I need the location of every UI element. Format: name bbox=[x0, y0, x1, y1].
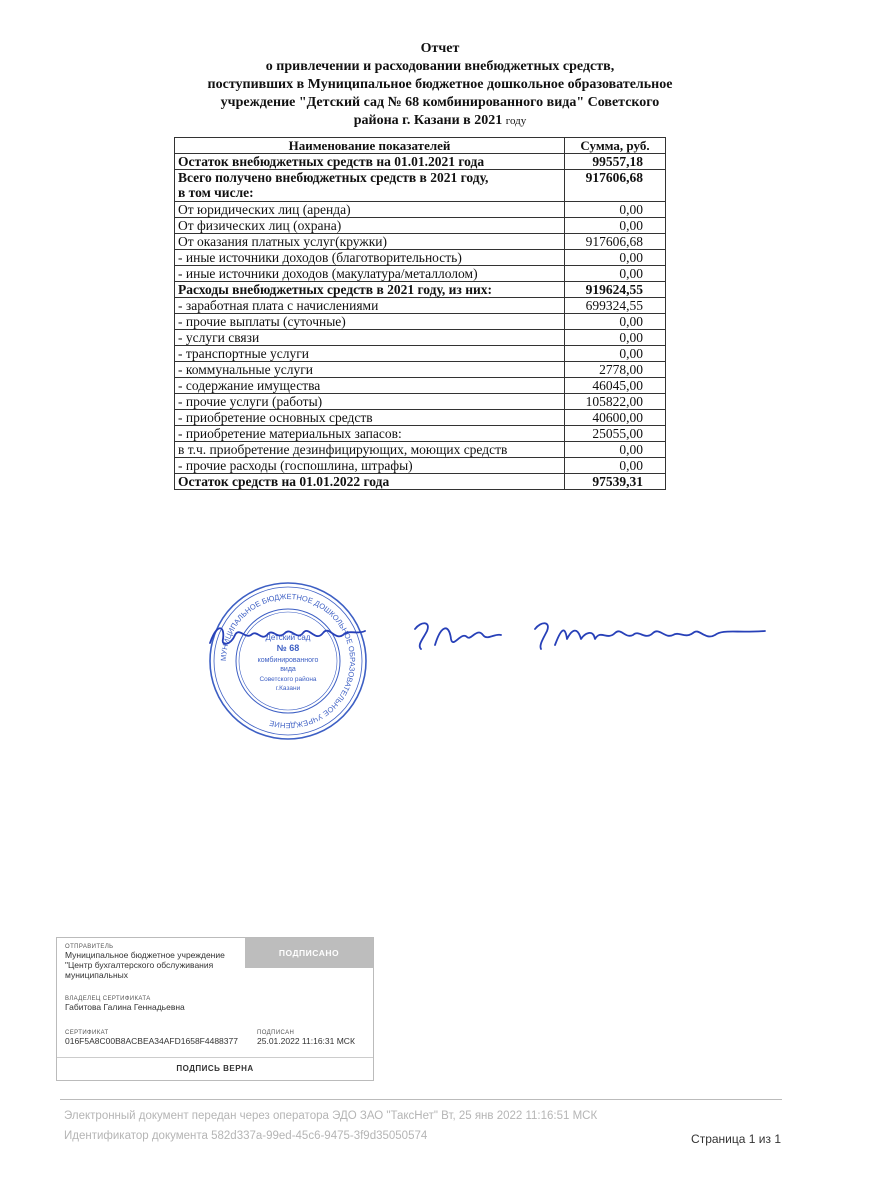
stamp-line: вида bbox=[280, 666, 296, 673]
row-value: 2778,00 bbox=[565, 362, 666, 378]
row-value: 0,00 bbox=[565, 458, 666, 474]
table-row bbox=[175, 218, 666, 234]
signed-date-label: ПОДПИСАН bbox=[257, 1030, 295, 1036]
stamp-line: Советского района bbox=[259, 676, 317, 683]
stamp-ring-textpath: МУНИЦИПАЛЬНОЕ БЮДЖЕТНОЕ ДОШКОЛЬНОЕ ОБРАЗОВАТЕЛЬНОЕ УЧРЕЖДЕНИЕ bbox=[218, 591, 358, 731]
stamp-line: комбинированного bbox=[257, 657, 319, 664]
footer-divider bbox=[60, 1099, 782, 1100]
row-value: 917606,68 bbox=[565, 170, 666, 202]
document-identifier: Идентификатор документа 582d337a-99ed-45c6-9475-3f9d35050574 bbox=[64, 1130, 428, 1142]
row-label: - транспортные услуги bbox=[175, 346, 565, 362]
table-row bbox=[175, 442, 666, 458]
document-title bbox=[170, 40, 710, 130]
row-label: Расходы внебюджетных средств в 2021 году, из них: bbox=[175, 282, 565, 298]
table-row bbox=[175, 250, 666, 266]
row-label: - приобретение основных средств bbox=[175, 410, 565, 426]
certificate-block bbox=[65, 1030, 247, 1046]
row-value: 99557,18 bbox=[565, 154, 666, 170]
title-line-4: учреждение "Детский сад № 68 комбинированного вида" Советского bbox=[220, 95, 660, 110]
row-label: в т.ч. приобретение дезинфицирующих, моющих средств bbox=[175, 442, 565, 458]
signed-badge: ПОДПИСАНО bbox=[245, 938, 373, 968]
row-value: 917606,68 bbox=[565, 234, 666, 250]
header-name: Наименование показателей bbox=[175, 138, 565, 154]
row-label: - заработная плата с начислениями bbox=[175, 298, 565, 314]
title-line-5-suffix: году bbox=[505, 115, 527, 127]
title-line-5-main: района г. Казани в 2021 bbox=[353, 113, 503, 128]
row-label: От юридических лиц (аренда) bbox=[175, 202, 565, 218]
certificate-id: 016F5A8C00B8ACBEA34AFD1658F4488377 bbox=[65, 1036, 238, 1046]
table-row bbox=[175, 474, 666, 490]
table-row bbox=[175, 346, 666, 362]
table-row bbox=[175, 362, 666, 378]
row-label: - приобретение материальных запасов: bbox=[175, 426, 565, 442]
row-label: От оказания платных услуг(кружки) bbox=[175, 234, 565, 250]
signature-verified: ПОДПИСЬ ВЕРНА bbox=[57, 1057, 373, 1080]
row-value: 46045,00 bbox=[565, 378, 666, 394]
table-row bbox=[175, 394, 666, 410]
header-sum: Сумма, руб. bbox=[565, 138, 666, 154]
page-number: Страница 1 из 1 bbox=[691, 1132, 781, 1146]
row-label: От физических лиц (охрана) bbox=[175, 218, 565, 234]
report-table bbox=[174, 137, 666, 490]
sender-label: ОТПРАВИТЕЛЬ bbox=[65, 944, 114, 950]
owner-label: ВЛАДЕЛЕЦ СЕРТИФИКАТА bbox=[65, 996, 151, 1002]
row-value: 0,00 bbox=[565, 314, 666, 330]
row-value: 0,00 bbox=[565, 330, 666, 346]
row-label: - услуги связи bbox=[175, 330, 565, 346]
signature-stroke bbox=[535, 623, 765, 649]
table-row bbox=[175, 282, 666, 298]
row-label-line-2: в том числе: bbox=[178, 185, 254, 200]
row-label: - прочие услуги (работы) bbox=[175, 394, 565, 410]
title-line-1: Отчет bbox=[420, 41, 460, 56]
row-label: - прочие выплаты (суточные) bbox=[175, 314, 565, 330]
row-value: 0,00 bbox=[565, 218, 666, 234]
signed-date-block bbox=[257, 1030, 367, 1046]
row-value: 0,00 bbox=[565, 250, 666, 266]
row-label: - прочие расходы (госпошлина, штрафы) bbox=[175, 458, 565, 474]
table-row bbox=[175, 378, 666, 394]
row-value: 0,00 bbox=[565, 266, 666, 282]
stamp-line: № 68 bbox=[276, 643, 300, 653]
row-value: 25055,00 bbox=[565, 426, 666, 442]
table-row bbox=[175, 170, 666, 202]
signature-stroke bbox=[415, 623, 501, 649]
row-label bbox=[175, 170, 565, 202]
sender-name: Муниципальное бюджетное учреждение "Центр бухгалтерского обслуживания муниципальных bbox=[65, 950, 225, 980]
table-row bbox=[175, 154, 666, 170]
electronic-signature-box bbox=[56, 937, 374, 1081]
table-row bbox=[175, 202, 666, 218]
title-line-3: поступивших в Муниципальное бюджетное дошкольное образовательное bbox=[207, 77, 673, 92]
handwritten-signature bbox=[205, 605, 785, 665]
row-label-line-1: Всего получено внебюджетных средств в 2021 году, bbox=[178, 170, 489, 185]
table-row bbox=[175, 410, 666, 426]
table-row bbox=[175, 298, 666, 314]
owner-name: Габитова Галина Геннадьевна bbox=[65, 1002, 185, 1012]
row-value: 0,00 bbox=[565, 202, 666, 218]
table-header-row bbox=[175, 138, 666, 154]
table-row bbox=[175, 330, 666, 346]
row-value: 40600,00 bbox=[565, 410, 666, 426]
signed-date: 25.01.2022 11:16:31 МСК bbox=[257, 1036, 355, 1046]
row-value: 699324,55 bbox=[565, 298, 666, 314]
row-label: - коммунальные услуги bbox=[175, 362, 565, 378]
table-row bbox=[175, 314, 666, 330]
signature-stroke bbox=[210, 628, 365, 644]
owner-block bbox=[65, 996, 365, 1012]
row-label: - иные источники доходов (макулатура/металлолом) bbox=[175, 266, 565, 282]
title-line-2: о привлечении и расходовании внебюджетных средств, bbox=[265, 59, 615, 74]
title-line-5 bbox=[170, 112, 710, 130]
stamp-line: г.Казани bbox=[275, 685, 301, 692]
row-value: 0,00 bbox=[565, 346, 666, 362]
row-value: 97539,31 bbox=[565, 474, 666, 490]
row-label: Остаток средств на 01.01.2022 года bbox=[175, 474, 565, 490]
table-row bbox=[175, 458, 666, 474]
sender-block bbox=[65, 944, 245, 980]
row-label: Остаток внебюджетных средств на 01.01.2021 года bbox=[175, 154, 565, 170]
stamp-line: Детский сад bbox=[265, 633, 311, 642]
table-row bbox=[175, 234, 666, 250]
row-label: - иные источники доходов (благотворительность) bbox=[175, 250, 565, 266]
row-label: - содержание имущества bbox=[175, 378, 565, 394]
table-row bbox=[175, 266, 666, 282]
edo-transfer-note: Электронный документ передан через оператора ЭДО ЗАО "ТаксНет" Вт, 25 янв 2022 11:16:51 МСК bbox=[64, 1110, 598, 1122]
row-value: 105822,00 bbox=[565, 394, 666, 410]
row-value: 919624,55 bbox=[565, 282, 666, 298]
row-value: 0,00 bbox=[565, 442, 666, 458]
table-row bbox=[175, 426, 666, 442]
certificate-label: СЕРТИФИКАТ bbox=[65, 1030, 109, 1036]
